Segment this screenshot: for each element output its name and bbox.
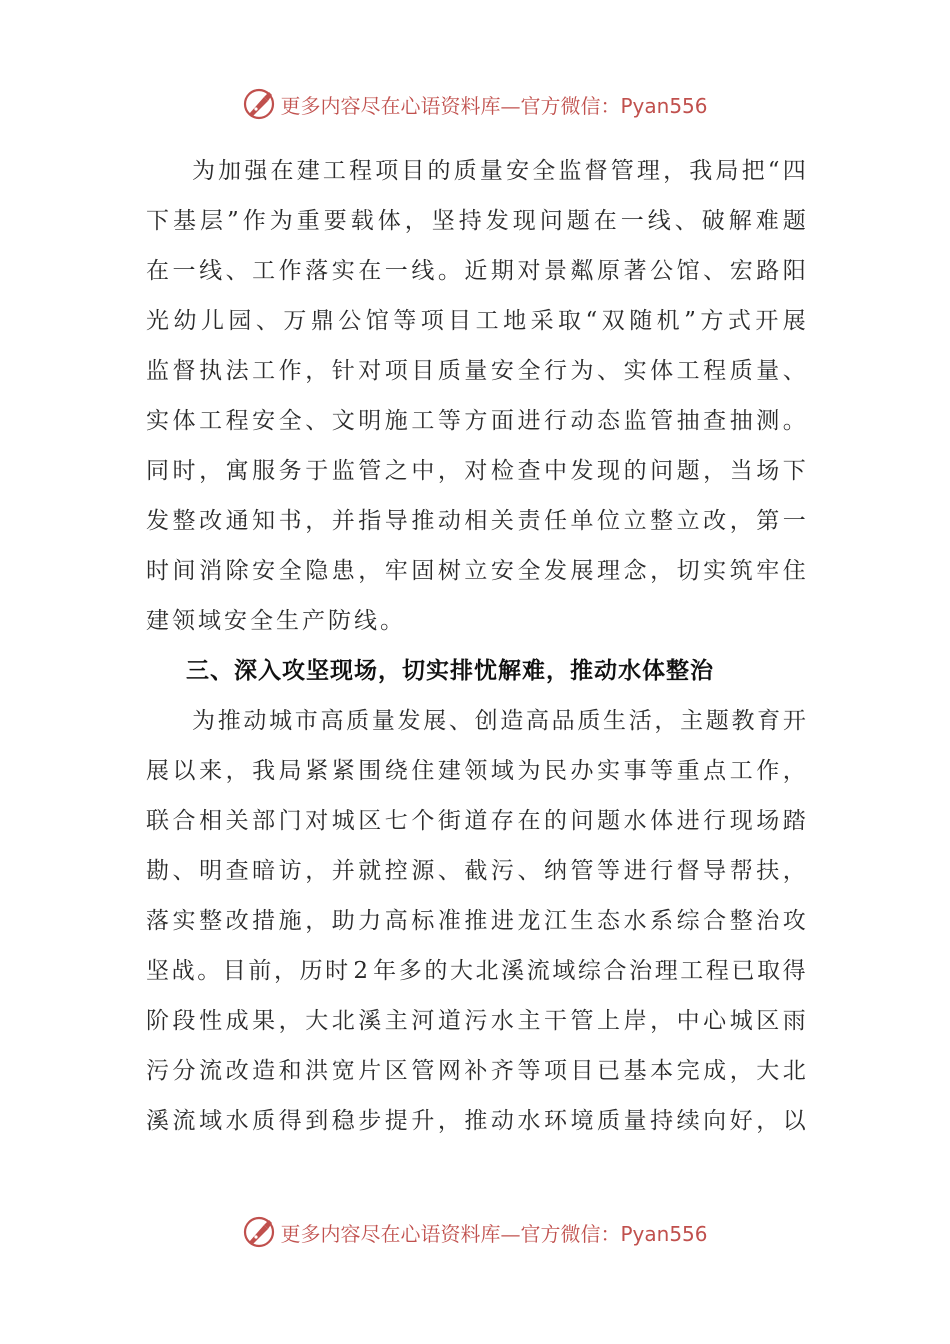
paragraph-line: 阶 段 性 成 果 ， 大 北 溪 主 河 道 污 水 主 干 管 上 岸 ， 中 心 城 区 雨 — [146, 1008, 806, 1034]
footer-watermark-text: 更多内容尽在心语资料库—官方微信：Pyan556 — [280, 1221, 708, 1246]
paragraph-line: 监 督 执 法 工 作 ， 针 对 项 目 质 量 安 全 行 为 、 实 体 工 程 质 量 、 — [146, 358, 806, 384]
paragraph-line: 光 幼 儿 园 、 万 鼎 公 馆 等 项 目 工 地 采 取 “ 双 随 机 ” 方 式 开 展 — [146, 308, 806, 334]
pen-nib-logo-icon — [242, 1215, 276, 1249]
document-body — [146, 146, 806, 1146]
paragraph-line: 下 基 层 ” 作 为 重 要 载 体 ， 坚 持 发 现 问 题 在 一 线 、 破 解 难 题 — [146, 208, 806, 234]
paragraph-line: 为 推 动 城 市 高 质 量 发 展 、 创 造 高 品 质 生 活 ， 主 题 教 育 开 — [192, 708, 806, 734]
pen-nib-logo-icon — [242, 87, 276, 121]
section-heading: 三、深入攻坚现场，切实排忧解难，推动水体整治 — [186, 658, 714, 684]
paragraph-line: 在 一 线 、 工 作 落 实 在 一 线 。 近 期 对 景 粼 原 著 公 馆 、 宏 路 阳 — [146, 258, 806, 284]
header-watermark — [0, 84, 950, 124]
paragraph-line: 落 实 整 改 措 施 ， 助 力 高 标 准 推 进 龙 江 生 态 水 系 综 合 整 治 攻 — [146, 908, 806, 934]
footer-watermark — [0, 1212, 950, 1252]
paragraph-line: 联 合 相 关 部 门 对 城 区 七 个 街 道 存 在 的 问 题 水 体 进 行 现 场 踏 — [146, 808, 806, 834]
header-watermark-text: 更多内容尽在心语资料库—官方微信：Pyan556 — [280, 93, 708, 118]
paragraph-line: 建领域安全生产防线。 — [146, 608, 406, 634]
paragraph-line: 同 时 ， 寓 服 务 于 监 管 之 中 ， 对 检 查 中 发 现 的 问 题 ， 当 场 下 — [146, 458, 806, 484]
paragraph-line: 污 分 流 改 造 和 洪 宽 片 区 管 网 补 齐 等 项 目 已 基 本 完 成 ， 大 北 — [146, 1058, 806, 1084]
paragraph-line: 实 体 工 程 安 全 、 文 明 施 工 等 方 面 进 行 动 态 监 管 抽 查 抽 测 。 — [146, 408, 806, 434]
paragraph-line: 发 整 改 通 知 书 ， 并 指 导 推 动 相 关 责 任 单 位 立 整 立 改 ， 第 一 — [146, 508, 806, 534]
paragraph-line: 勘 、 明 查 暗 访 ， 并 就 控 源 、 截 污 、 纳 管 等 进 行 督 导 帮 扶 ， — [146, 858, 806, 884]
paragraph-line: 时 间 消 除 安 全 隐 患 ， 牢 固 树 立 安 全 发 展 理 念 ， 切 实 筑 牢 住 — [146, 558, 806, 584]
paragraph-line: 溪 流 域 水 质 得 到 稳 步 提 升 ， 推 动 水 环 境 质 量 持 续 向 好 ， 以 — [146, 1108, 806, 1134]
paragraph-line: 展 以 来 ， 我 局 紧 紧 围 绕 住 建 领 域 为 民 办 实 事 等 重 点 工 作 ， — [146, 758, 806, 784]
paragraph-line: 坚 战 。 目 前 ， 历 时 2 年 多 的 大 北 溪 流 域 综 合 治 理 工 程 已 取 得 — [146, 958, 806, 984]
paragraph-line: 为 加 强 在 建 工 程 项 目 的 质 量 安 全 监 督 管 理 ， 我 局 把 “ 四 — [192, 158, 806, 184]
